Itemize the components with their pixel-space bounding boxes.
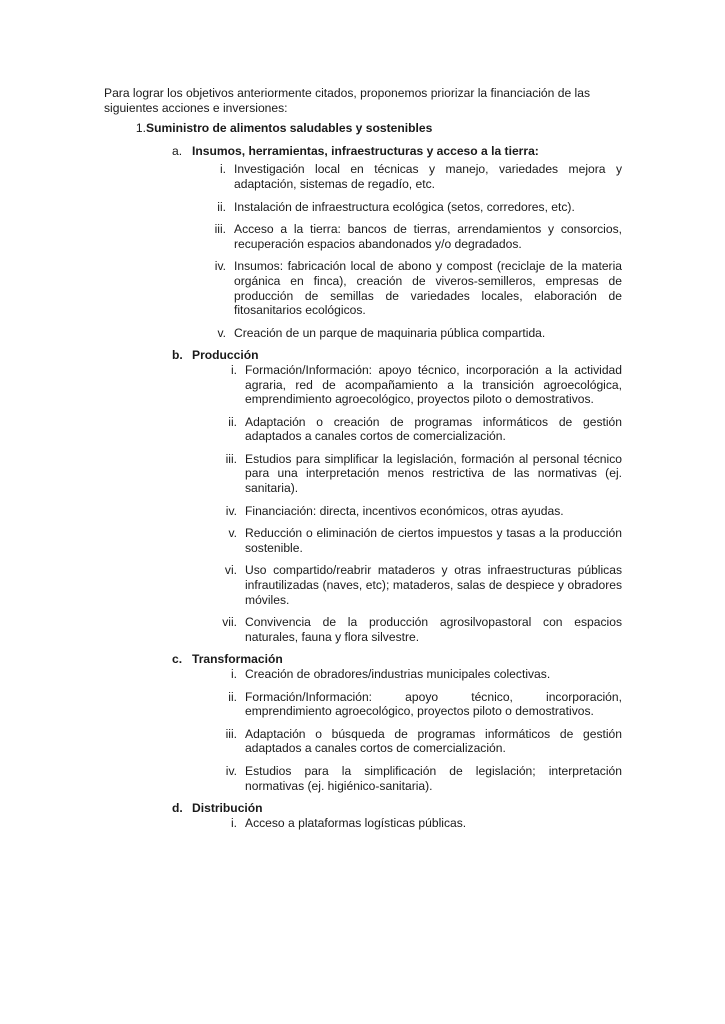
list-item bbox=[104, 690, 622, 719]
item-text: Estudios para la simplificación de legislación; interpretación normativas (ej. higiénico-sanitaria). bbox=[245, 763, 622, 793]
subsection-a-letter: a. bbox=[172, 143, 183, 158]
list-item bbox=[104, 816, 622, 831]
subsection-d-letter: d. bbox=[172, 801, 183, 816]
item-number: iii. bbox=[214, 222, 226, 237]
item-number: ii. bbox=[228, 689, 237, 704]
list-item bbox=[104, 259, 622, 317]
list-item bbox=[104, 222, 622, 251]
item-text: Acceso a plataformas logísticas públicas. bbox=[245, 815, 467, 830]
item-text: Formación/Información: apoyo técnico, incorporación, emprendimiento agroecológico, proyectos piloto o demostrativos. bbox=[245, 689, 622, 719]
item-text: Adaptación o creación de programas informáticos de gestión adaptados a canales cortos de comercialización. bbox=[245, 414, 622, 444]
item-number: iv. bbox=[225, 763, 237, 778]
section-title: Suministro de alimentos saludables y sostenibles bbox=[146, 121, 433, 136]
item-text: Adaptación o búsqueda de programas informáticos de gestión adaptados a canales cortos de comercialización. bbox=[245, 726, 622, 756]
subsection-c-heading bbox=[104, 652, 622, 667]
item-number: i. bbox=[230, 815, 237, 830]
item-text: Uso compartido/reabrir mataderos y otras infraestructuras públicas infrautilizadas (naves, etc); mataderos, salas de despiece y obradores móviles. bbox=[245, 563, 622, 607]
item-text: Reducción o eliminación de ciertos impuestos y tasas a la producción sostenible. bbox=[245, 526, 622, 555]
section-heading bbox=[104, 121, 622, 136]
list-item bbox=[104, 415, 622, 444]
list-item bbox=[104, 526, 622, 555]
item-text: Investigación local en técnicas y manejo, variedades mejora y adaptación, sistemas de regadío, etc. bbox=[234, 162, 622, 191]
list-item bbox=[104, 363, 622, 407]
list-item bbox=[104, 764, 622, 793]
subsection-c-title: Transformación bbox=[192, 652, 283, 667]
item-number: v. bbox=[228, 526, 237, 541]
item-number: vii. bbox=[222, 615, 237, 630]
subsection-b-letter: b. bbox=[172, 348, 183, 363]
subsection-d bbox=[104, 801, 622, 830]
item-text: Creación de obradores/industrias municipales colectivas. bbox=[245, 667, 551, 681]
item-text: Instalación de infraestructura ecológica (setos, corredores, etc). bbox=[234, 199, 575, 214]
item-text: Creación de un parque de maquinaria pública compartida. bbox=[234, 325, 546, 340]
list-item bbox=[104, 504, 622, 519]
intro-paragraph: Para lograr los objetivos anteriormente citados, proponemos priorizar la financiación de las siguientes acciones e inversiones: bbox=[104, 86, 591, 115]
document-page bbox=[104, 86, 622, 838]
item-number: iv. bbox=[225, 503, 237, 518]
item-number: i. bbox=[230, 362, 237, 377]
subsection-a-heading bbox=[104, 144, 622, 159]
subsection-c bbox=[104, 652, 622, 793]
section-number: 1. bbox=[135, 121, 146, 136]
item-text: Estudios para simplificar la legislación, formación al personal técnico para una interpretación menos restrictiva de las normativas (ej. sanitaria). bbox=[245, 451, 622, 496]
subsection-c-letter: c. bbox=[172, 652, 183, 667]
item-number: iii. bbox=[225, 451, 237, 466]
list-item bbox=[104, 563, 622, 607]
item-number: i. bbox=[219, 162, 226, 177]
item-text: Financiación: directa, incentivos económicos, otras ayudas. bbox=[245, 503, 564, 518]
list-item bbox=[104, 727, 622, 756]
subsection-a-title: Insumos, herramientas, infraestructuras y acceso a la tierra: bbox=[192, 143, 539, 158]
item-number: iv. bbox=[214, 259, 226, 274]
item-number: ii. bbox=[217, 199, 226, 214]
list-item bbox=[104, 162, 622, 191]
list-item bbox=[104, 200, 622, 215]
subsection-b-heading bbox=[104, 348, 622, 363]
item-number: iii. bbox=[225, 726, 237, 741]
list-item bbox=[104, 452, 622, 496]
list-item bbox=[104, 667, 622, 682]
item-number: v. bbox=[217, 325, 226, 340]
item-text: Formación/Información: apoyo técnico, incorporación a la actividad agraria, red de acompañamiento a la transición agroecológica, emprendimiento agroecológico, proyectos piloto o demostrativos. bbox=[245, 362, 622, 407]
subsection-a bbox=[104, 144, 622, 341]
item-text: Acceso a la tierra: bancos de tierras, arrendamientos y consorcios, recuperación espacios abandonados y/o degradados. bbox=[234, 222, 622, 251]
subsection-b bbox=[104, 348, 622, 644]
item-number: vi. bbox=[224, 563, 237, 578]
item-text: Insumos: fabricación local de abono y compost (reciclaje de la materia orgánica en finca), creación de viveros-semilleros, empresas de producción de semillas de variedades locales, elaboración de fitosanitarios ecológicos. bbox=[234, 259, 622, 318]
list-item bbox=[104, 326, 622, 341]
subsection-b-title: Producción bbox=[192, 348, 259, 363]
list-item bbox=[104, 615, 622, 644]
subsection-d-title: Distribución bbox=[192, 801, 263, 816]
subsection-d-heading bbox=[104, 801, 622, 816]
item-number: i. bbox=[230, 667, 237, 681]
item-number: ii. bbox=[228, 414, 237, 429]
item-text: Convivencia de la producción agrosilvopastoral con espacios naturales, fauna y flora silvestre. bbox=[245, 615, 622, 644]
